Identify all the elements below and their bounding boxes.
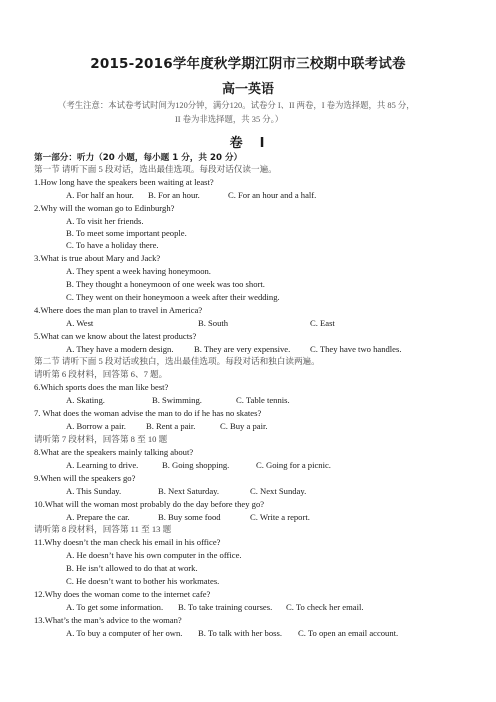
option-11b: B. He isn’t allowed to do that at work. [66, 563, 198, 573]
question-7: 7. What does the woman advise the man to do if he has no skates? [34, 408, 262, 418]
option-1b: B. For an hour. [148, 190, 200, 200]
option-5c: C. They have two handles. [310, 344, 402, 354]
option-12c: C. To check her email. [286, 602, 364, 612]
section-instruction-2: 第二节 请听下面 5 段对话或独白，选出最佳选项。每段对话和独白读两遍。 [34, 356, 320, 366]
option-7b: B. Rent a pair. [146, 421, 196, 431]
option-12a: A. To get some information. [66, 602, 164, 612]
exam-title: 2015-2016学年度秋学期江阴市三校期中联考试卷 [90, 56, 406, 72]
option-9b: B. Next Saturday. [158, 486, 220, 496]
option-11a: A. He doesn’t have his own computer in the office. [66, 550, 242, 560]
option-12b: B. To take training courses. [178, 602, 273, 612]
section-instruction-1: 第一节 请听下面 5 段对话，选出最佳选项。每段对话仅读一遍。 [34, 164, 277, 174]
option-6b: B. Swimming. [152, 395, 202, 405]
option-13b: B. To talk with her boss. [198, 628, 282, 638]
option-4a: A. West [66, 318, 94, 328]
option-8b: B. Going shopping. [162, 460, 230, 470]
option-1a: A. For half an hour. [66, 190, 134, 200]
option-10c: C. Write a report. [250, 512, 310, 522]
option-8a: A. Learning to drive. [66, 460, 139, 470]
option-8c: C. Going for a picnic. [256, 460, 331, 470]
option-6a: A. Skating. [66, 395, 105, 405]
question-10: 10.What will the woman most probably do the day before they go? [34, 499, 265, 509]
question-8: 8.What are the speakers mainly talking about? [34, 447, 194, 457]
option-2c: C. To have a holiday there. [66, 240, 159, 250]
option-3b: B. They thought a honeymoon of one week was too short. [66, 279, 265, 289]
volume-heading: 卷 I [229, 136, 267, 151]
question-6: 6.Which sports does the man like best? [34, 382, 169, 392]
material-6-prompt: 请听第 6 段材料，回答第 6、7 题。 [34, 369, 168, 379]
exam-note-line-1: （考生注意：本试卷考试时间为120分钟，满分120。试卷分 I、II 两卷，I 卷为选择题，共 85 分， [58, 101, 415, 110]
option-10a: A. Prepare the car. [66, 512, 130, 522]
option-7a: A. Borrow a pair. [66, 421, 126, 431]
option-3a: A. They spent a week having honeymoon. [66, 266, 211, 276]
question-2: 2.Why will the woman go to Edinburgh? [34, 203, 175, 213]
question-1: 1.How long have the speakers been waiting at least? [34, 177, 214, 187]
section-heading: 第一部分：听力（20 小题，每小题 1 分，共 20 分） [34, 153, 243, 163]
option-9a: A. This Sunday. [66, 486, 122, 496]
option-13c: C. To open an email account. [298, 628, 399, 638]
option-5b: B. They are very expensive. [194, 344, 291, 354]
material-8-prompt: 请听第 8 段材料，回答第 11 至 13 题 [34, 524, 172, 534]
option-7c: C. Buy a pair. [220, 421, 268, 431]
option-13a: A. To buy a computer of her own. [66, 628, 183, 638]
option-10b: B. Buy some food [158, 512, 221, 522]
option-9c: C. Next Sunday. [250, 486, 307, 496]
option-2b: B. To meet some important people. [66, 228, 187, 238]
option-3c: C. They went on their honeymoon a week after their wedding. [66, 292, 280, 302]
option-1c: C. For an hour and a half. [228, 190, 317, 200]
question-4: 4.Where does the man plan to travel in America? [34, 305, 203, 315]
question-13: 13.What’s the man’s advice to the woman? [34, 615, 182, 625]
subject-title: 高一英语 [221, 82, 274, 97]
option-4b: B. South [198, 318, 229, 328]
option-5a: A. They have a modern design. [66, 344, 174, 354]
option-11c: C. He doesn’t want to bother his workmates. [66, 576, 220, 586]
exam-note-line-2: II 卷为非选择题，共 35 分。） [175, 115, 284, 124]
option-2a: A. To visit her friends. [66, 216, 144, 226]
question-5: 5.What can we know about the latest products? [34, 331, 197, 341]
option-4c: C. East [310, 318, 335, 328]
question-3: 3.What is true about Mary and Jack? [34, 253, 161, 263]
question-11: 11.Why doesn’t the man check his email in his office? [34, 537, 221, 547]
option-6c: C. Table tennis. [236, 395, 290, 405]
question-9: 9.When will the speakers go? [34, 473, 136, 483]
material-7-prompt: 请听第 7 段材料，回答第 8 至 10 题 [34, 434, 168, 444]
question-12: 12.Why does the woman come to the internet cafe? [34, 589, 211, 599]
